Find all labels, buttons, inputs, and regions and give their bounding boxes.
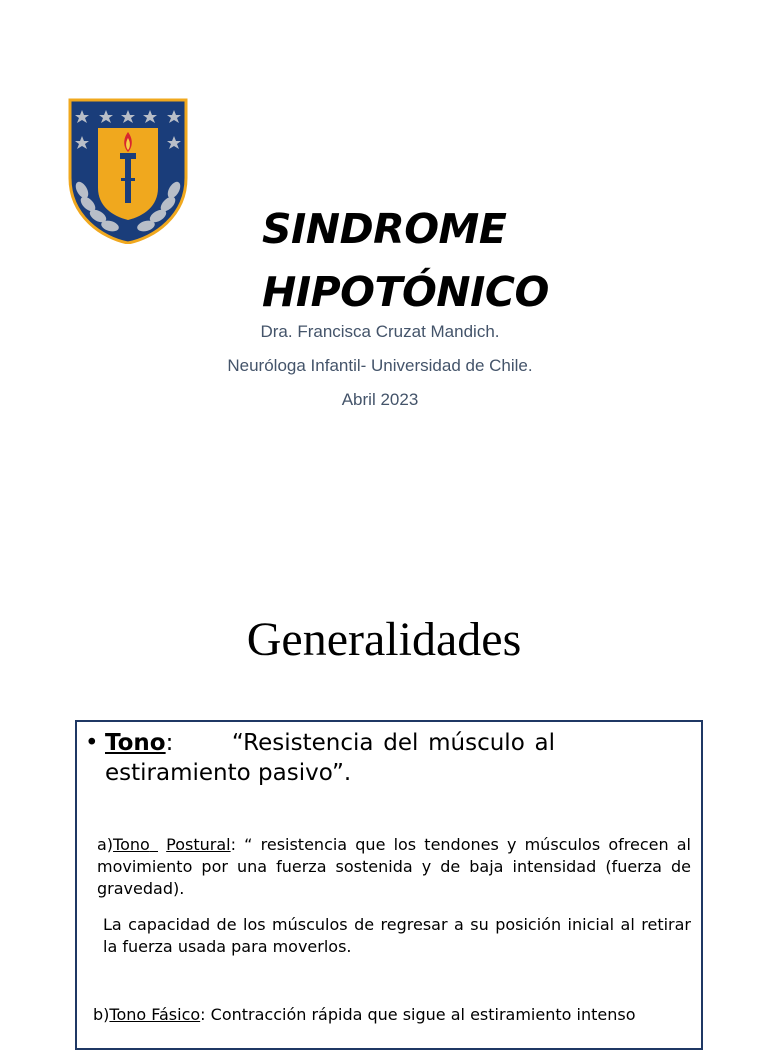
- item-a-prefix: a): [97, 835, 114, 854]
- tono-postural-paragraph: [97, 834, 691, 900]
- tono-term: Tono: [105, 730, 166, 756]
- tono-fasico-paragraph: [93, 1004, 691, 1026]
- tono-fasico-text: : Contracción rápida que sigue al estiramiento intenso: [200, 1005, 636, 1024]
- tono-postural-text: : “ resistencia que los tendones y músculos ofrecen al movimiento por una fuerza sostenida y de baja intensidad (fuerza de gravedad).: [97, 835, 692, 898]
- university-crest-logo: [68, 98, 188, 244]
- author-name: Dra. Francisca Cruzat Mandich.: [260, 322, 500, 341]
- title-line-1: SINDROME: [262, 205, 507, 253]
- tono-fasico-term: Tono Fásico: [109, 1005, 201, 1024]
- author-affiliation: Neuróloga Infantil- Universidad de Chile.: [227, 356, 533, 375]
- tono-definition: “Resistencia del músculo al estiramiento pasivo”.: [105, 730, 555, 786]
- bullet-dot-icon: •: [85, 730, 99, 756]
- content-box: [75, 720, 703, 1050]
- tono-bullet: [85, 728, 555, 788]
- item-b-prefix: b): [93, 1005, 110, 1024]
- tono-colon: :: [165, 730, 174, 756]
- title-slide: [0, 0, 768, 520]
- tono-postural-term-2: Postural: [166, 835, 231, 854]
- presentation-date: Abril 2023: [341, 390, 419, 409]
- section-heading: Generalidades: [246, 613, 522, 666]
- tono-postural-term-1: Tono: [113, 835, 150, 854]
- tono-postural-capacity: La capacidad de los músculos de regresar a su posición inicial al retirar la fuerza usada para moverlos.: [103, 915, 691, 956]
- slide-title: [262, 198, 549, 324]
- title-line-2: HIPOTÓNICO: [262, 268, 549, 316]
